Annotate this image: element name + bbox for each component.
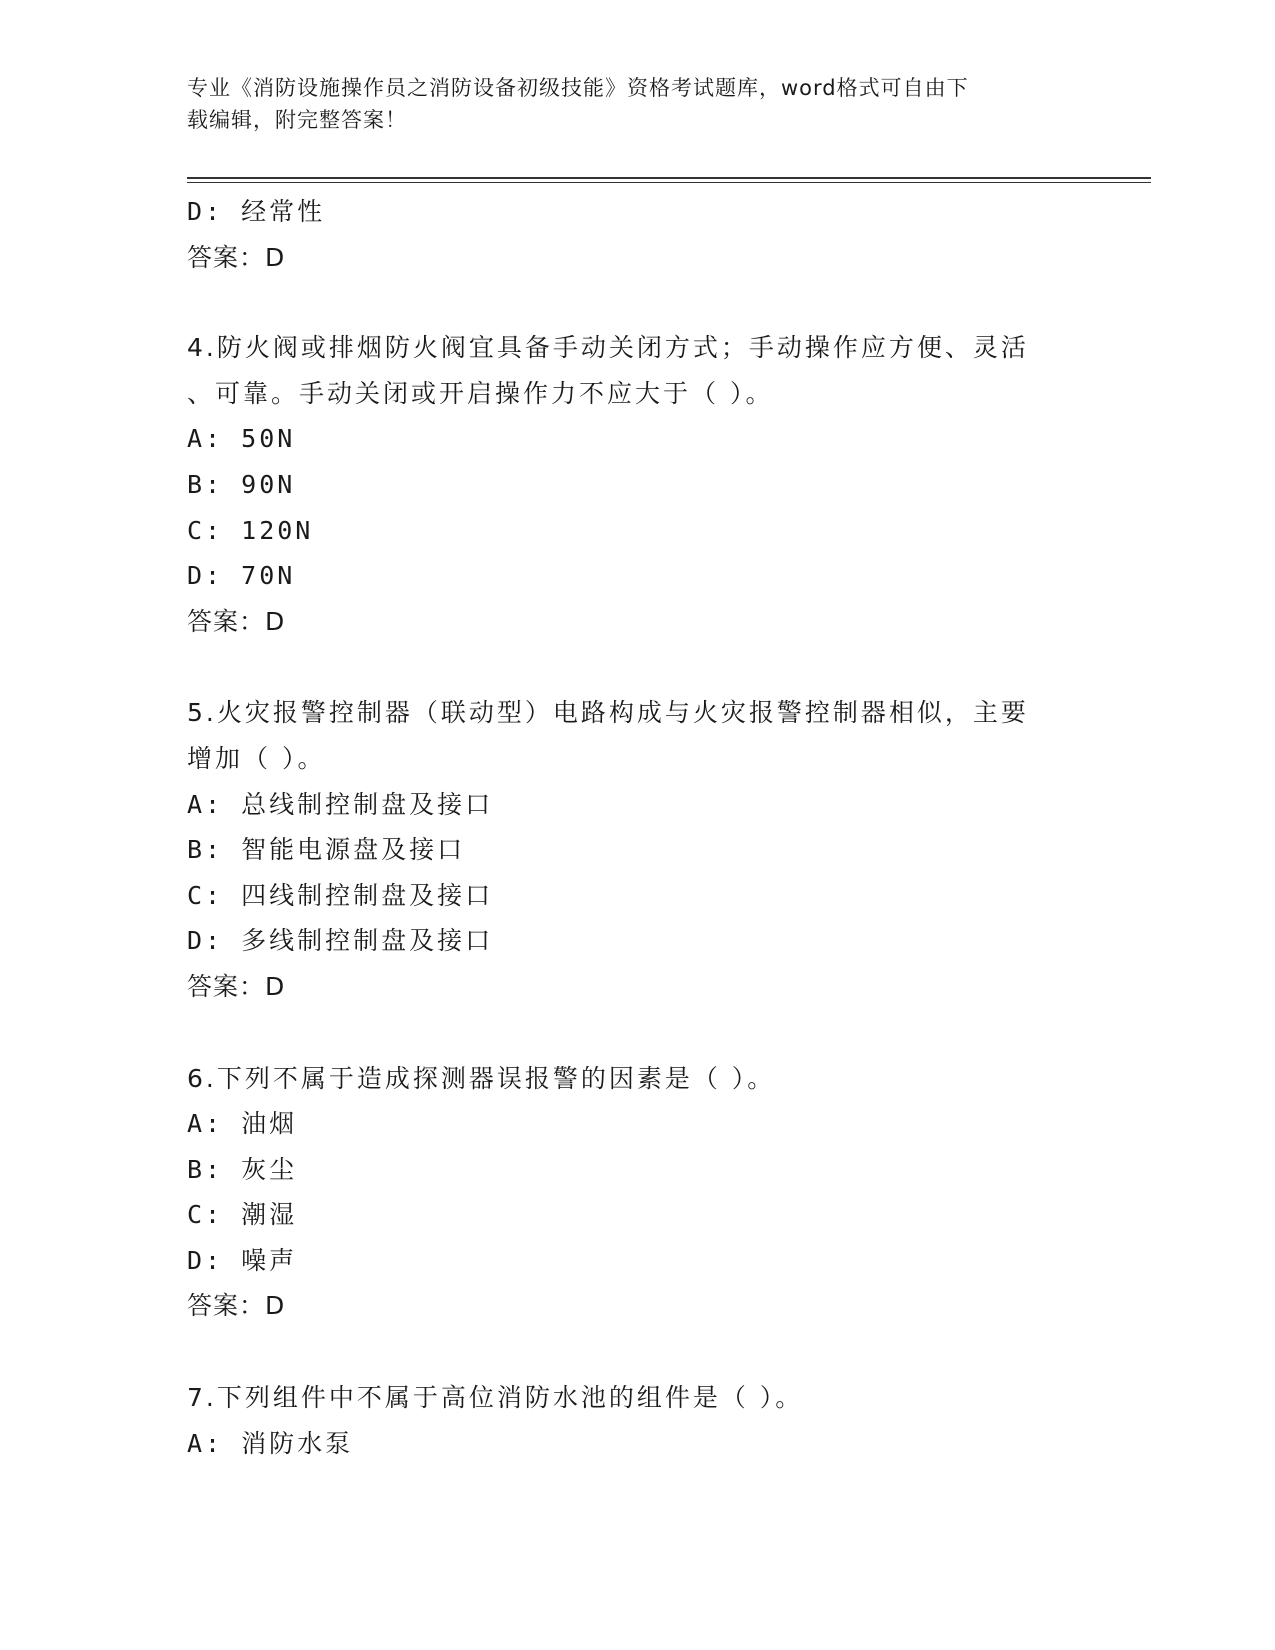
question-6-answer: 答案：D [187, 1291, 286, 1321]
question-5-option-b: B: 智能电源盘及接口 [187, 835, 466, 865]
spacer [187, 1329, 1087, 1375]
question-7-stem-line-1: 7.下列组件中不属于高位消防水池的组件是（ ）。 [187, 1383, 804, 1413]
question-4-answer: 答案：D [187, 606, 286, 636]
spacer [187, 1010, 1087, 1056]
question-6-option-b: B: 灰尘 [187, 1154, 298, 1184]
header-divider-thick [187, 177, 1151, 179]
question-4-option-a: A: 50N [187, 424, 296, 454]
question-6-stem-line-1: 6.下列不属于造成探测器误报警的因素是（ ）。 [187, 1063, 776, 1093]
question-5-answer: 答案：D [187, 971, 286, 1001]
question-7-option-a: A: 消防水泵 [187, 1428, 354, 1458]
question-7 [187, 1375, 1087, 1466]
question-6 [187, 1056, 1087, 1330]
spacer [187, 280, 1087, 325]
question-6-option-a: A: 油烟 [187, 1109, 298, 1139]
header-title-line-1: 专业《消防设施操作员之消防设备初级技能》资格考试题库，word格式可自由下 [187, 76, 969, 100]
question-4 [187, 325, 1087, 644]
question-5-option-c: C: 四线制控制盘及接口 [187, 880, 494, 910]
document-header [187, 72, 1067, 136]
question-4-stem-line-1: 4.防火阀或排烟防火阀宜具备手动关闭方式；手动操作应方便、灵活 [187, 333, 1029, 363]
prev-question-answer: 答案：D [187, 242, 286, 272]
question-5 [187, 690, 1087, 1009]
prev-question-option-d: D: 经常性 [187, 197, 326, 226]
question-4-option-b: B: 90N [187, 469, 296, 499]
question-5-option-a: A: 总线制控制盘及接口 [187, 789, 494, 819]
question-list [187, 189, 1087, 1466]
question-5-option-d: D: 多线制控制盘及接口 [187, 926, 494, 956]
question-4-option-c: C: 120N [187, 515, 314, 545]
question-4-option-d: D: 70N [187, 561, 296, 591]
header-title-line-2: 载编辑，附完整答案！ [187, 108, 407, 132]
spacer [187, 644, 1087, 690]
question-5-stem-line-1: 5.火灾报警控制器（联动型）电路构成与火灾报警控制器相似，主要 [187, 698, 1029, 728]
question-4-stem-line-2: 、可靠。手动关闭或开启操作力不应大于（ ）。 [187, 378, 774, 408]
question-6-option-d: D: 噪声 [187, 1245, 298, 1275]
header-divider-thin [187, 182, 1151, 183]
question-6-option-c: C: 潮湿 [187, 1200, 298, 1230]
question-5-stem-line-2: 增加（ ）。 [187, 743, 326, 773]
